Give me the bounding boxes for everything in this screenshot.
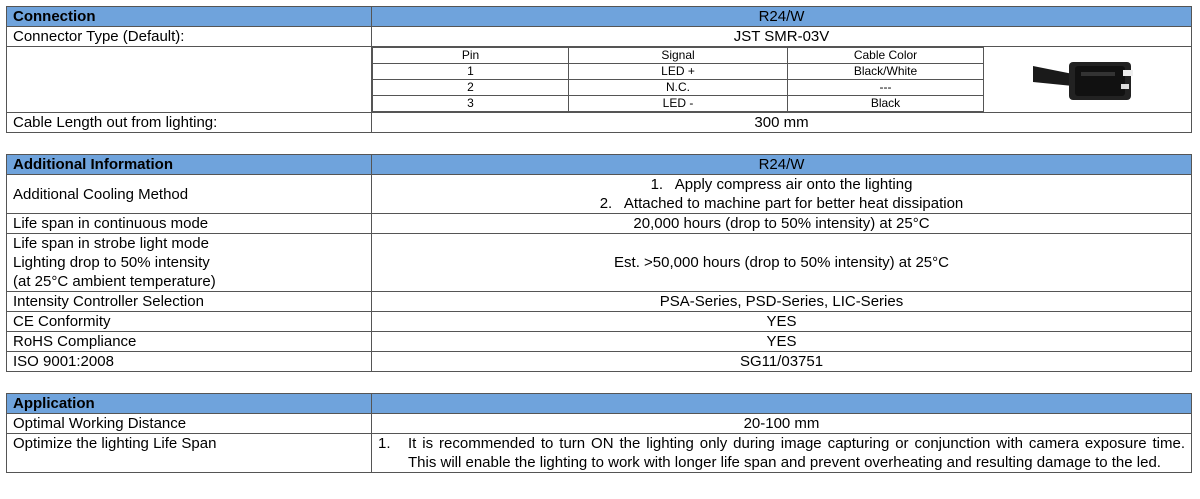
controller-value: PSA-Series, PSD-Series, LIC-Series <box>372 292 1192 312</box>
lifespan-strobe-label-line: Lighting drop to 50% intensity <box>13 254 210 271</box>
ce-row <box>7 312 1192 332</box>
lifespan-strobe-label-line: Life span in strobe light mode <box>13 235 209 252</box>
rohs-row <box>7 332 1192 352</box>
cable-length-row <box>7 113 1192 133</box>
cooling-label: Additional Cooling Method <box>7 175 372 214</box>
cable-length-value: 300 mm <box>372 113 1192 133</box>
cable-length-label: Cable Length out from lighting: <box>7 113 372 133</box>
cable-color-value: Black <box>788 96 984 112</box>
pin-value: 2 <box>373 80 569 96</box>
application-header: Application <box>7 394 372 414</box>
iso-row <box>7 352 1192 372</box>
lifespan-continuous-row <box>7 214 1192 234</box>
iso-label: ISO 9001:2008 <box>7 352 372 372</box>
connection-model: R24/W <box>372 7 1192 27</box>
connector-image <box>1033 52 1143 108</box>
pin-table <box>372 47 1191 112</box>
application-header-blank <box>372 394 1192 414</box>
ce-value: YES <box>372 312 1192 332</box>
application-header-row <box>7 394 1192 414</box>
pin-table-blank <box>7 47 372 113</box>
pin-table-header <box>373 48 1192 64</box>
controller-row <box>7 292 1192 312</box>
pin-value: 3 <box>373 96 569 112</box>
cooling-item-1: 1. Apply compress air onto the lighting <box>650 176 913 193</box>
lifespan-strobe-row <box>7 234 1192 292</box>
additional-header-row <box>7 155 1192 175</box>
lifespan-opt-value <box>372 434 1192 473</box>
cable-color-value: Black/White <box>788 64 984 80</box>
connection-header-row <box>7 7 1192 27</box>
pin-header: Pin <box>373 48 569 64</box>
pin-table-row <box>7 47 1192 113</box>
connector-type-row <box>7 27 1192 47</box>
distance-value: 20-100 mm <box>372 414 1192 434</box>
additional-info-table <box>6 154 1192 372</box>
cooling-row <box>7 175 1192 214</box>
connector-type-value: JST SMR-03V <box>372 27 1192 47</box>
signal-value: LED + <box>569 64 788 80</box>
ce-label: CE Conformity <box>7 312 372 332</box>
application-table <box>6 393 1192 473</box>
connection-table <box>6 6 1192 133</box>
lifespan-strobe-label <box>7 234 372 292</box>
distance-row <box>7 414 1192 434</box>
signal-header: Signal <box>569 48 788 64</box>
additional-header: Additional Information <box>7 155 372 175</box>
connector-image-cell <box>984 48 1192 112</box>
lifespan-opt-row <box>7 434 1192 473</box>
lifespan-opt-text: It is recommended to turn ON the lighting only during image capturing or conjunction with camera exposure time. This will enable the lighting to work with longer life span and prevent overheating and resulting damage to the led. <box>408 435 1185 471</box>
pin-table-cell <box>372 47 1192 113</box>
cooling-item-2: 2. Attached to machine part for better heat dissipation <box>599 195 964 212</box>
lifespan-opt-list <box>378 434 1185 472</box>
iso-value: SG11/03751 <box>372 352 1192 372</box>
additional-model: R24/W <box>372 155 1192 175</box>
lifespan-strobe-value: Est. >50,000 hours (drop to 50% intensity) at 25°C <box>372 234 1192 292</box>
pin-value: 1 <box>373 64 569 80</box>
lifespan-continuous-value: 20,000 hours (drop to 50% intensity) at 25°C <box>372 214 1192 234</box>
lifespan-opt-label: Optimize the lighting Life Span <box>7 434 372 473</box>
controller-label: Intensity Controller Selection <box>7 292 372 312</box>
connector-type-label: Connector Type (Default): <box>7 27 372 47</box>
cable-color-value: --- <box>788 80 984 96</box>
rohs-value: YES <box>372 332 1192 352</box>
signal-value: LED - <box>569 96 788 112</box>
lifespan-continuous-label: Life span in continuous mode <box>7 214 372 234</box>
lifespan-strobe-label-line: (at 25°C ambient temperature) <box>13 273 216 290</box>
cable-color-header: Cable Color <box>788 48 984 64</box>
rohs-label: RoHS Compliance <box>7 332 372 352</box>
signal-value: N.C. <box>569 80 788 96</box>
distance-label: Optimal Working Distance <box>7 414 372 434</box>
connection-header: Connection <box>7 7 372 27</box>
cooling-value <box>372 175 1192 214</box>
lifespan-opt-number: 1. <box>378 435 391 452</box>
